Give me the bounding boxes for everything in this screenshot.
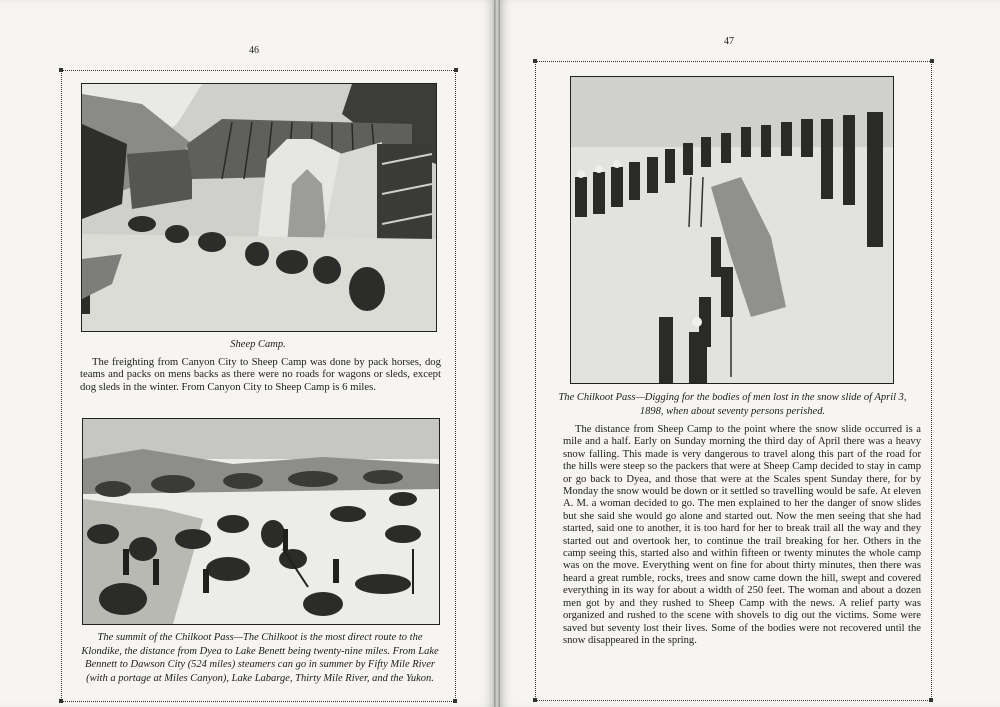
border-corner bbox=[59, 699, 63, 703]
left-page bbox=[0, 0, 494, 707]
border-corner bbox=[929, 698, 933, 702]
sheep-camp-photo bbox=[81, 83, 437, 332]
page-number-left: 46 bbox=[249, 45, 259, 56]
border-corner bbox=[533, 698, 537, 702]
chilkoot-summit-caption: The summit of the Chilkoot Pass—The Chilkoot is the most direct route to the Klondike, the distance from Dyea to Lake Benett being twenty-nine miles. From Lake Bennett to Dawson City (524 miles) steamers can go in summer by Fifty Mile River (with a portage at Miles Canyon), Lake Labarge, Thirty Mile River, and the Yukon. bbox=[81, 632, 439, 684]
snowslide-illustration bbox=[571, 77, 893, 383]
snowslide-paragraph: The distance from Sheep Camp to the point where the snow slide occurred is a mile and a half. Early on Sunday morning the third day of April there was a heavy snow falling. This made is very dangerous to travel along this part of the road for the hills were steep so the packers that were at Sheep Camp decided to stay in camp or go back to Dyea, and those that were at the Scales spent Sunday there, for by Monday the snow would be down or it settled so travelling would be safe. At eleven A. M. a woman decided to go. The men explained to her the danger of snow slides but she said she would go alone and started out. Now the men seeing that she had started, said one to another, it is too hard for her to break trail all the way and they started out and overtook her, to continue the trail breaking for her. Others in the camp seeing this, started also and within fifteen or twenty minutes the whole camp was on the move. Everything went on fine for about thirty minutes, then there was heard a great rumble, rocks, trees and snow came down the hill, swept and covered everything in its way for about a width of 250 feet. The woman and about a dozen men got by and they rushed to Sheep Camp with the news. A relief party was organized and rushed to the scene with shovels to dig out the victims. Some were saved but seventy lost their lives. Some of the bodies were not recovered until the snow disappeared in the spring. bbox=[563, 424, 921, 646]
chilkoot-pass-snowslide-photo bbox=[570, 76, 894, 384]
snowslide-caption: The Chilkoot Pass—Digging for the bodies of men lost in the snow slide of April 3, 1898, when about seventy persons perished. bbox=[558, 392, 907, 417]
chilkoot-summit-illustration bbox=[83, 419, 439, 624]
border-corner bbox=[453, 699, 457, 703]
sheep-camp-caption: Sheep Camp. bbox=[230, 339, 286, 350]
right-page bbox=[500, 0, 1000, 707]
page-number-right: 47 bbox=[724, 36, 734, 47]
sheep-camp-illustration bbox=[82, 84, 436, 331]
freighting-paragraph: The freighting from Canyon City to Sheep Camp was done by pack horses, dog teams and packs on mens backs as there were no roads for wagons or sleds, except dog sleds in the winter. From Canyon City to Sheep Camp is 6 miles. bbox=[80, 356, 441, 393]
chilkoot-summit-photo bbox=[82, 418, 440, 625]
